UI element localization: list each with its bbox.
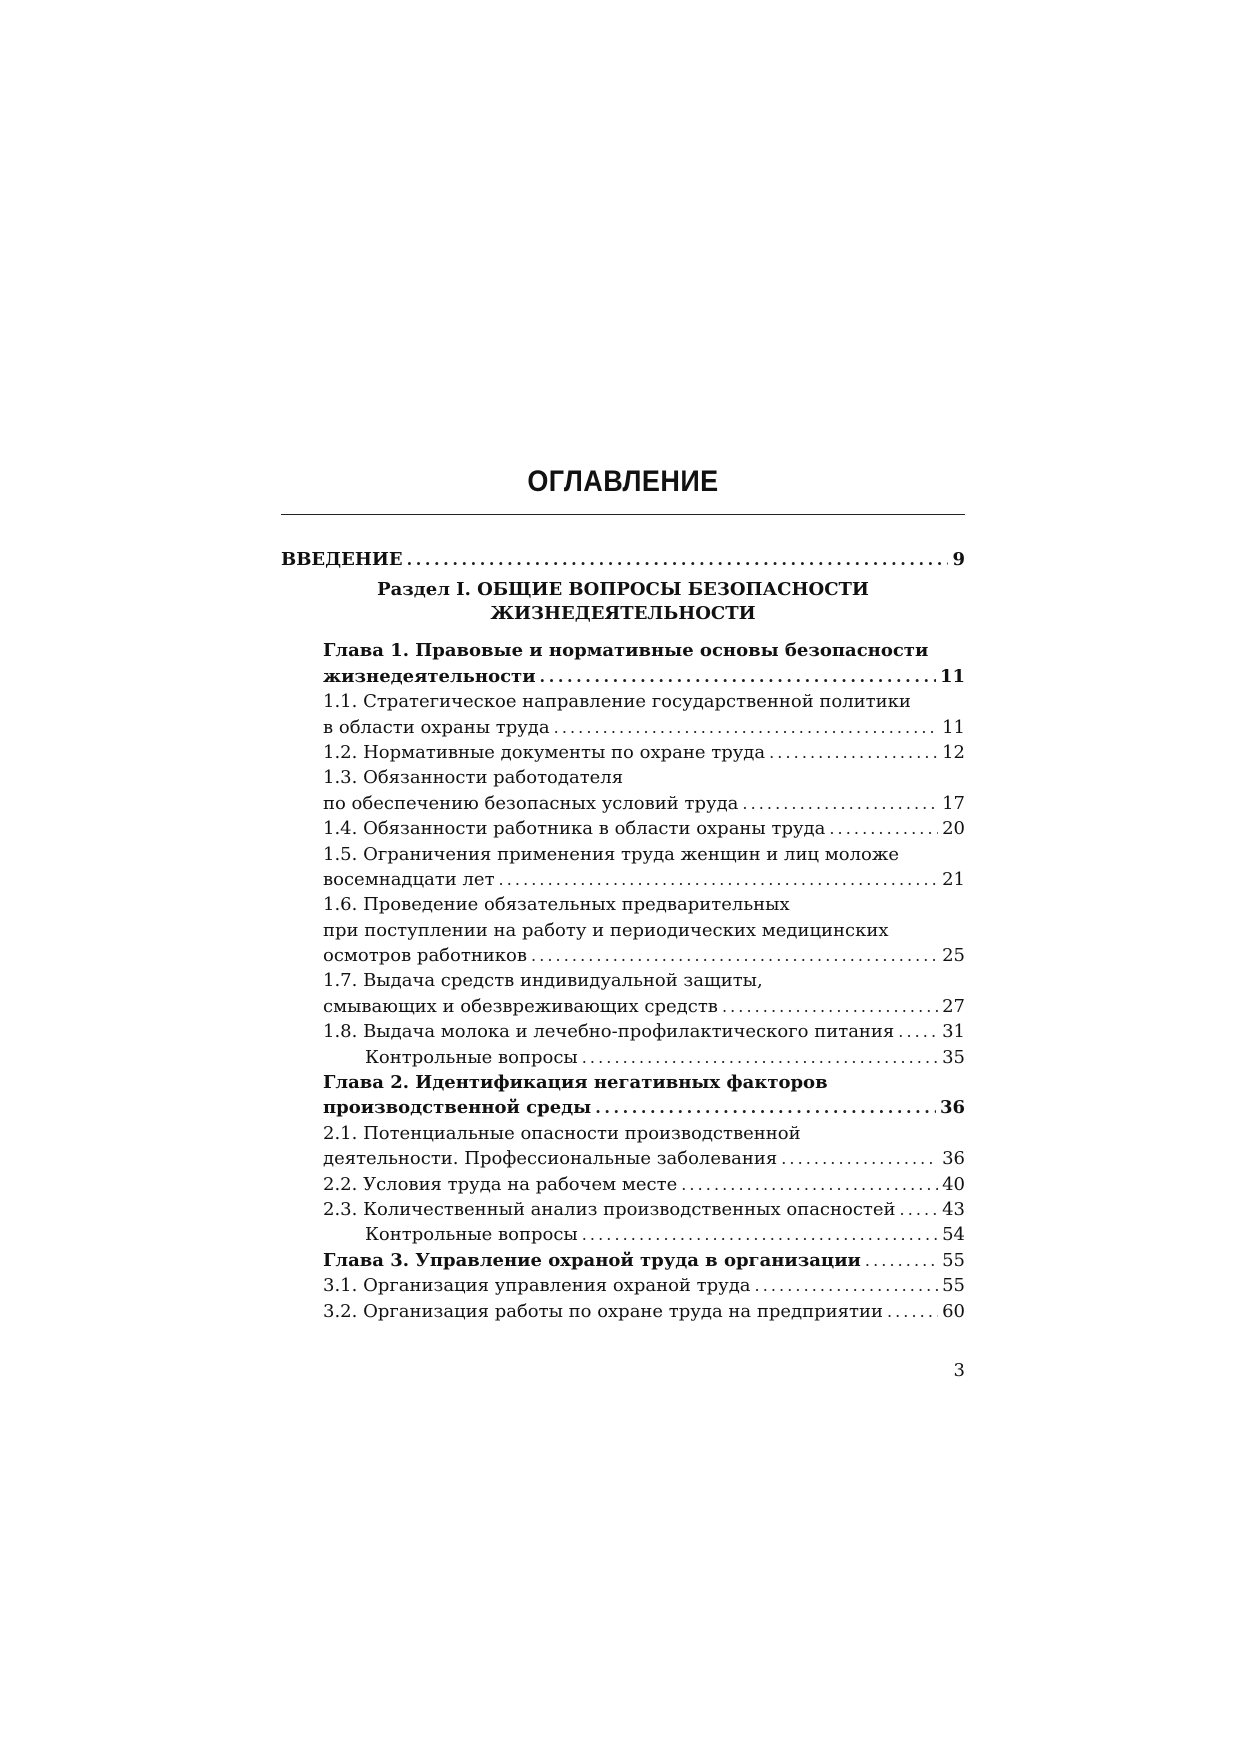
- toc-entry-1-7[interactable]: смывающих и обезвреживающих средств . . . 27: [281, 994, 965, 1019]
- section-heading: Раздел I. ОБЩИЕ ВОПРОСЫ БЕЗОПАСНОСТИ ЖИЗНЕДЕЯТЕЛЬНОСТИ: [377, 579, 869, 625]
- page-ref: 60: [942, 1300, 965, 1322]
- toc-entry-1-3-title[interactable]: 1.3. Обязанности работодателя: [323, 767, 624, 789]
- page-ref: 9: [952, 549, 965, 570]
- toc-chapter-1-title[interactable]: Глава 1. Правовые и нормативные основы безопасности: [323, 640, 929, 662]
- toc-entry-questions-1[interactable]: Контрольные вопросы . . . 35: [281, 1045, 965, 1070]
- leader-dots: [781, 1146, 938, 1171]
- page-ref: 54: [942, 1224, 965, 1246]
- page-ref: 40: [942, 1173, 965, 1195]
- toc-entry-questions-2[interactable]: Контрольные вопросы . . . 54: [281, 1222, 965, 1247]
- toc-entry-1-8[interactable]: 1.8. Выдача молока и лечебно-профилактического питания . . . 31: [281, 1019, 965, 1044]
- toc-entry-1-3[interactable]: по обеспечению безопасных условий труда . . . 17: [281, 791, 965, 816]
- toc-entry-1-4[interactable]: 1.4. Обязанности работника в области охраны труда . . . 20: [281, 816, 965, 841]
- toc-entry-1-1-title[interactable]: 1.1. Стратегическое направление государственной политики: [323, 691, 911, 713]
- page-ref: 17: [942, 792, 965, 814]
- table-of-contents: [281, 547, 965, 1324]
- leader-dots: [898, 1019, 938, 1044]
- page-ref: 25: [942, 945, 965, 967]
- page-ref: 11: [939, 665, 965, 687]
- toc-entry-1-7-title[interactable]: 1.7. Выдача средств индивидуальной защиты,: [323, 970, 763, 992]
- page-ref: 43: [942, 1198, 965, 1220]
- toc-entry-1-6-title-cont[interactable]: при поступлении на работу и периодических медицинских: [323, 919, 889, 941]
- toc-chapter-2[interactable]: производственной среды . . . 36: [281, 1095, 965, 1120]
- page-ref: 31: [942, 1021, 965, 1043]
- page-ref: 12: [942, 741, 965, 763]
- toc-entry-1-6-title[interactable]: 1.6. Проведение обязательных предварительных: [323, 894, 790, 916]
- page-ref: 27: [942, 995, 965, 1017]
- leader-dots: [681, 1172, 938, 1197]
- page-title: ОГЛАВЛЕНИЕ: [527, 465, 719, 498]
- toc-entry-1-6[interactable]: осмотров работников . . . 25: [281, 943, 965, 968]
- leader-dots: [582, 1222, 938, 1247]
- title-divider: [281, 514, 965, 515]
- toc-entry-2-3[interactable]: 2.3. Количественный анализ производственных опасностей . . . 43: [281, 1197, 965, 1222]
- leader-dots: [582, 1045, 938, 1070]
- leader-dots: [531, 943, 938, 968]
- toc-chapter-3[interactable]: Глава 3. Управление охраной труда в организации . . . 55: [281, 1248, 965, 1273]
- page-ref: 11: [942, 716, 965, 738]
- toc-chapter-1[interactable]: жизнедеятельности . . . 11: [281, 664, 965, 689]
- page-ref: 35: [942, 1046, 965, 1068]
- toc-entry-2-1-title[interactable]: 2.1. Потенциальные опасности производственной: [323, 1122, 801, 1144]
- toc-entry-intro[interactable]: ВВЕДЕНИЕ . . . 9: [281, 547, 965, 572]
- leader-dots: [499, 867, 939, 892]
- leader-dots: [540, 664, 936, 689]
- leader-dots: [407, 547, 949, 572]
- leader-dots: [900, 1197, 939, 1222]
- page-ref: 55: [942, 1275, 965, 1297]
- leader-dots: [722, 994, 938, 1019]
- leader-dots: [742, 791, 938, 816]
- toc-entry-3-1[interactable]: 3.1. Организация управления охраной труда . . . 55: [281, 1273, 965, 1298]
- toc-entry-2-1[interactable]: деятельности. Профессиональные заболевания . . . 36: [281, 1146, 965, 1171]
- toc-entry-1-5-title[interactable]: 1.5. Ограничения применения труда женщин и лиц моложе: [323, 843, 900, 865]
- leader-dots: [595, 1095, 936, 1120]
- leader-dots: [829, 816, 938, 841]
- page-ref: 20: [942, 818, 965, 840]
- leader-dots: [887, 1299, 938, 1324]
- toc-entry-1-1[interactable]: в области охраны труда . . . 11: [281, 715, 965, 740]
- toc-entry-1-5[interactable]: восемнадцати лет . . . 21: [281, 867, 965, 892]
- toc-entry-1-2[interactable]: 1.2. Нормативные документы по охране труда . . . 12: [281, 740, 965, 765]
- leader-dots: [755, 1273, 939, 1298]
- toc-chapter-2-title[interactable]: Глава 2. Идентификация негативных факторов: [323, 1072, 828, 1094]
- leader-dots: [865, 1248, 938, 1273]
- toc-entry-2-2[interactable]: 2.2. Условия труда на рабочем месте . . . 40: [281, 1172, 965, 1197]
- page-ref: 36: [939, 1097, 965, 1119]
- leader-dots: [769, 740, 938, 765]
- page-number: 3: [953, 1360, 965, 1381]
- toc-entry-3-2[interactable]: 3.2. Организация работы по охране труда на предприятии . . . 60: [281, 1299, 965, 1324]
- leader-dots: [554, 715, 938, 740]
- page-ref: 36: [942, 1148, 965, 1170]
- page-ref: 21: [942, 868, 965, 890]
- page-ref: 55: [942, 1249, 965, 1271]
